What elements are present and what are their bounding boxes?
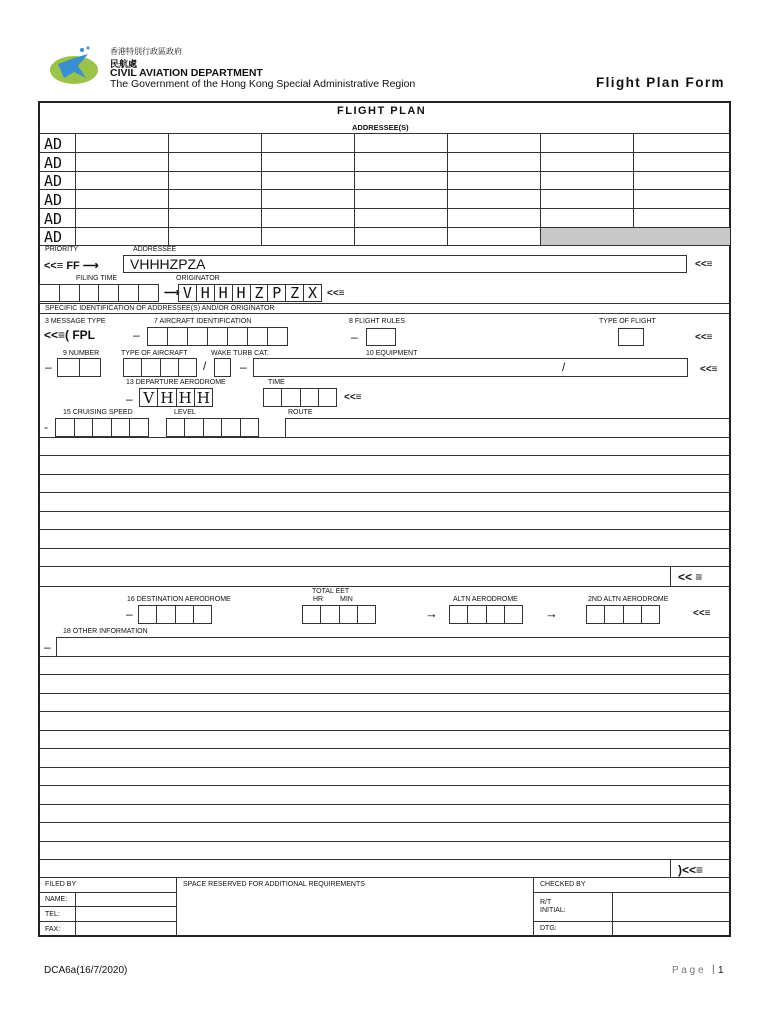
- shaded-cell: [541, 228, 730, 245]
- addressees-label: ADDRESSEE(S): [352, 123, 409, 132]
- end-marker: <<≡: [693, 608, 711, 619]
- ad-label: AD: [44, 210, 63, 228]
- equipment-label: 10 EQUIPMENT: [366, 350, 418, 357]
- message-type-value: <<≡( FPL: [44, 328, 96, 342]
- form-code: DCA6a(16/7/2020): [44, 965, 128, 976]
- wake-turb-label: WAKE TURB CAT.: [211, 350, 269, 357]
- rt-label: R/T: [540, 899, 552, 906]
- cruising-speed-label: 15 CRUISING SPEED: [63, 409, 133, 416]
- equipment-field[interactable]: [253, 358, 688, 377]
- aircraft-id-label: 7 AIRCRAFT IDENTIFICATION: [154, 318, 252, 325]
- type-of-flight-field[interactable]: [618, 328, 644, 346]
- end-marker: <<≡: [344, 392, 362, 403]
- ad-label: AD: [44, 228, 63, 246]
- second-altn-field[interactable]: [586, 605, 660, 624]
- end-marker: <<≡: [700, 364, 718, 375]
- chinese-department-text: 民航處: [110, 59, 138, 69]
- tel-label: TEL:: [45, 911, 60, 918]
- addressee-field[interactable]: [123, 255, 687, 273]
- flight-plan-heading: FLIGHT PLAN: [337, 105, 427, 117]
- min-label: MIN: [340, 596, 353, 603]
- altn-aerodrome-field[interactable]: [449, 605, 523, 624]
- type-aircraft-label: TYPE OF AIRCRAFT: [121, 350, 188, 357]
- page-separator: |: [712, 964, 715, 975]
- specific-id-label: SPECIFIC IDENTIFICATION OF ADDRESSEE(S) AND/OR ORIGINATOR: [45, 305, 275, 312]
- wake-turb-field[interactable]: [214, 358, 231, 377]
- ad-label: AD: [44, 135, 63, 153]
- name-label: NAME:: [45, 896, 68, 903]
- departure-time-field[interactable]: [263, 388, 337, 407]
- arrow-icon: →: [545, 606, 558, 621]
- slash: /: [562, 360, 566, 374]
- dash: –: [126, 392, 133, 406]
- route-end-marker: << ≡: [678, 570, 703, 584]
- dash: -: [44, 420, 48, 434]
- arrow-icon: ⟶: [164, 287, 180, 299]
- filing-time-label: FILING TIME: [76, 275, 118, 282]
- route-label: ROUTE: [288, 409, 313, 416]
- second-altn-label: 2ND ALTN AERODROME: [588, 596, 669, 603]
- level-label: LEVEL: [174, 409, 196, 416]
- ad-label: AD: [44, 191, 63, 209]
- dash: –: [133, 328, 140, 342]
- flight-rules-field[interactable]: [366, 328, 396, 346]
- dash: –: [126, 607, 133, 621]
- close-marker: )<<≡: [678, 863, 704, 877]
- end-marker: <<≡: [695, 332, 713, 343]
- aircraft-id-field[interactable]: [147, 327, 288, 346]
- total-eet-label: TOTAL EET: [312, 588, 350, 595]
- flight-rules-label: 8 FLIGHT RULES: [349, 318, 405, 325]
- filed-by-label: FILED BY: [45, 881, 77, 888]
- priority-label: PRIORITY: [45, 246, 79, 253]
- total-eet-field[interactable]: [302, 605, 376, 624]
- originator-field[interactable]: V H H H Z P Z X: [178, 284, 322, 302]
- hr-label: HR: [313, 596, 324, 603]
- number-field[interactable]: [57, 358, 101, 377]
- checked-by-label: CHECKED BY: [540, 881, 586, 888]
- priority-value: <<≡ FF ⟶: [44, 260, 99, 272]
- fax-label: FAX:: [45, 926, 61, 933]
- ad-label: AD: [44, 172, 63, 190]
- dash: –: [45, 360, 52, 374]
- originator-label: ORIGINATOR: [176, 275, 220, 282]
- cruising-speed-field[interactable]: [55, 418, 149, 437]
- altn-aerodrome-label: ALTN AERODROME: [453, 596, 518, 603]
- dtg-label: DTG:: [540, 925, 557, 932]
- end-marker: <<≡: [695, 259, 713, 270]
- number-label: 9 NUMBER: [63, 350, 100, 357]
- slash: /: [203, 359, 207, 373]
- department-name: CIVIL AVIATION DEPARTMENT: [110, 67, 263, 79]
- name-field[interactable]: [76, 893, 175, 906]
- type-of-flight-label: TYPE OF FLIGHT: [599, 318, 656, 325]
- cad-logo: [48, 44, 100, 86]
- dash: –: [351, 330, 358, 344]
- filing-time-field[interactable]: [39, 284, 159, 302]
- page-number: 1: [718, 965, 724, 976]
- level-field[interactable]: [166, 418, 259, 437]
- ad-label: AD: [44, 154, 63, 172]
- addressee-value: VHHHZPZA: [130, 256, 206, 272]
- dash: –: [240, 360, 247, 374]
- destination-field[interactable]: [138, 605, 212, 624]
- time-label: TIME: [268, 379, 285, 386]
- chinese-government-text: 香港特別行政區政府: [110, 47, 182, 56]
- departure-aerodrome-field[interactable]: V H H H: [139, 388, 213, 407]
- fax-field[interactable]: [76, 922, 175, 935]
- government-name: The Government of the Hong Kong Special Administrative Region: [110, 78, 416, 90]
- page-word: P a g e: [672, 965, 704, 976]
- type-aircraft-field[interactable]: [123, 358, 197, 377]
- other-info-label: 18 OTHER INFORMATION: [63, 628, 148, 635]
- dash: –: [44, 640, 51, 654]
- tel-field[interactable]: [76, 907, 175, 920]
- departure-aerodrome-label: 13 DEPARTURE AERODROME: [126, 379, 226, 386]
- message-type-label: 3 MESSAGE TYPE: [45, 318, 106, 325]
- arrow-icon: →: [425, 606, 438, 621]
- end-marker: <<≡: [327, 288, 345, 299]
- initial-label: INITIAL:: [540, 907, 566, 914]
- addressee-label: ADDRESSEE: [133, 246, 177, 253]
- destination-label: 16 DESTINATION AERODROME: [127, 596, 231, 603]
- space-reserved-label: SPACE RESERVED FOR ADDITIONAL REQUIREMENTS: [183, 881, 365, 888]
- form-title: Flight Plan Form: [596, 75, 725, 90]
